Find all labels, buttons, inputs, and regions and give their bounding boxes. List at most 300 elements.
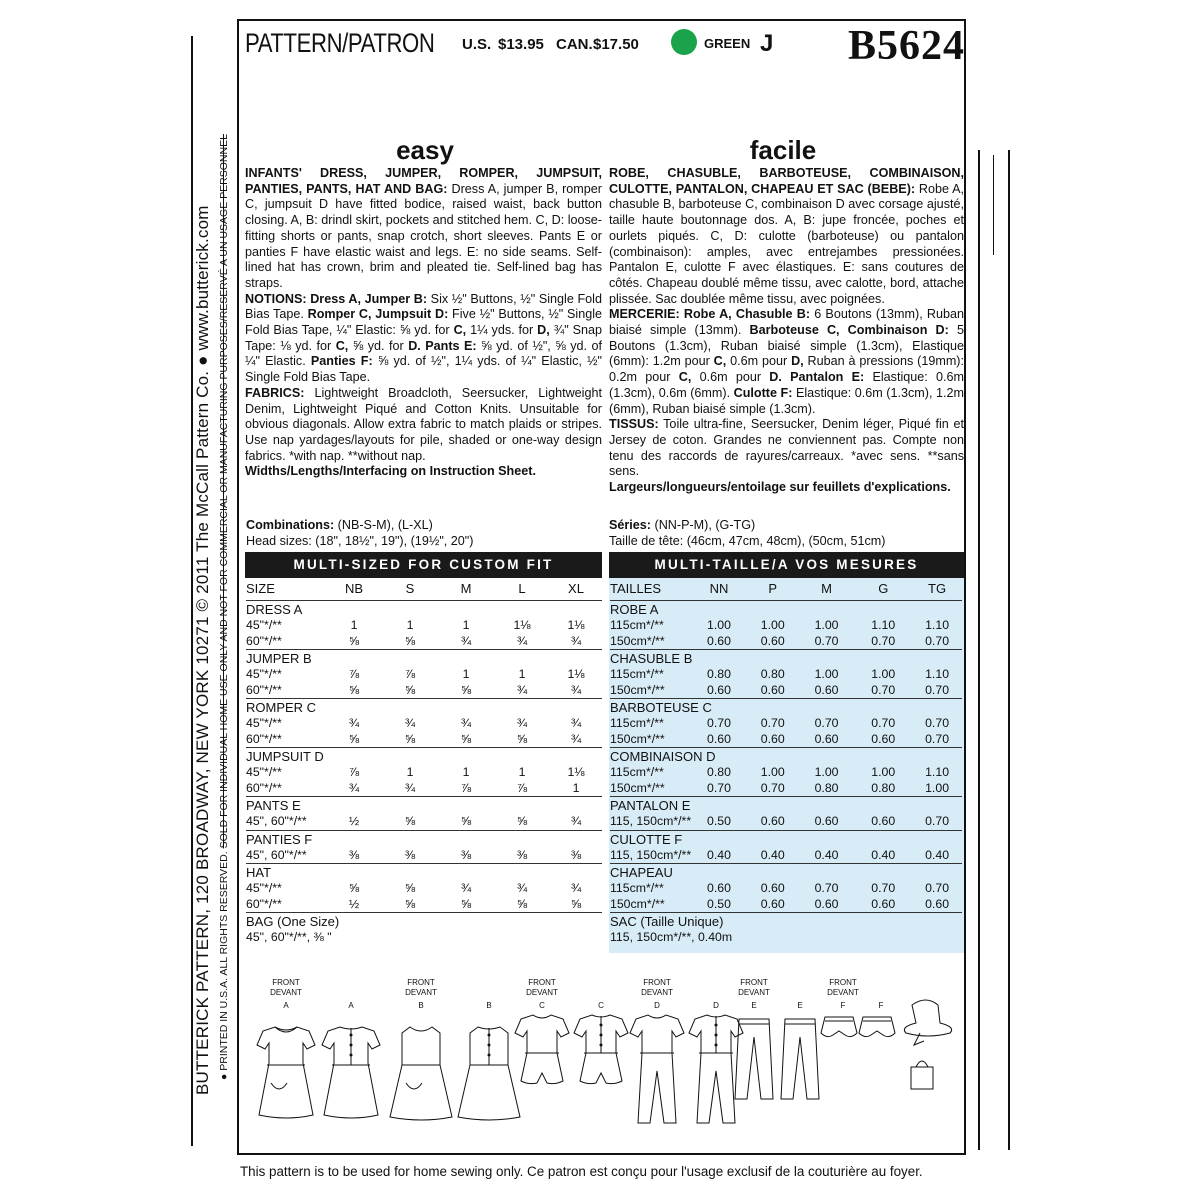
table-cell: 1⅛ [567, 667, 585, 681]
table-cell: ¾ [570, 716, 582, 730]
table-cell: ¾ [516, 716, 528, 730]
table-cell: ¾ [404, 780, 416, 795]
french-title: ROBE, CHASUBLE, BARBOTEUSE, COMBINAISON, CULOTTE, PANTALON, CHAPEAU ET SAC (BEBE): [609, 166, 964, 196]
notions-label: NOTIONS: [245, 291, 307, 306]
panties-f-front-illustration [821, 1017, 857, 1037]
view-letter-label: E [797, 1001, 803, 1010]
copyright-notice-b: SOLD FOR INDIVIDUAL HOME USE ONLY AND NOT FOR COMMERCIAL OR MANUFACTURING PURPOSES/RESERVÉ A UN USAGE PERSONNEL [218, 134, 230, 849]
fr-notions-e-label: Pantalon E: [781, 370, 865, 385]
column-header: P [768, 581, 778, 596]
table-cell: ⅞ [404, 667, 416, 681]
table-cell: ⅝ [404, 814, 416, 828]
group-row [610, 913, 962, 931]
table-cell: 0.40 [760, 847, 785, 862]
row-label: 45"*/** [246, 881, 282, 895]
table-cell: 1.00 [760, 618, 785, 632]
table-cell: ⅝ [348, 881, 360, 895]
table-cell: 0.70 [814, 881, 839, 895]
view-letter-label: F [840, 1001, 846, 1010]
table-row [246, 732, 602, 748]
table-cell: 1 [406, 765, 414, 779]
table-cell: 0.60 [707, 881, 731, 895]
view-letter-label: F [878, 1001, 884, 1010]
table-cell: 0.70 [925, 731, 950, 746]
fr-notions-a-label: Robe A, Chasuble B: [679, 307, 811, 322]
group-row [610, 797, 962, 815]
french-combinations-line [609, 518, 885, 534]
row-label: 45"*/** [246, 716, 282, 730]
row-label: 115, 150cm*/**, 0.40m [610, 930, 733, 944]
combinations-label: Combinations: [246, 518, 335, 532]
devant-label: DEVANT [827, 988, 859, 997]
table-cell: 0.60 [760, 814, 785, 828]
fr-notions-f-label: Culotte F: [730, 385, 793, 400]
table-cell: 0.80 [707, 667, 731, 681]
row-label: 115, 150cm*/** [610, 847, 692, 862]
table-cell: ¾ [348, 716, 360, 730]
group-name: JUMPER B [246, 650, 602, 668]
price-us: $13.95 [498, 36, 544, 53]
price-can-label: CAN. [556, 36, 593, 53]
table-cell: 0.80 [707, 765, 731, 779]
table-cell: 1 [462, 765, 470, 779]
table-cell: 0.70 [925, 814, 950, 828]
row-label: 45"*/** [246, 667, 282, 681]
front-label: FRONT [740, 978, 768, 987]
devant-label: DEVANT [641, 988, 673, 997]
table-cell: ⅜ [348, 847, 360, 862]
jumper-b-front-illustration [390, 1027, 452, 1120]
notions-e-label: Pants E: [420, 338, 477, 353]
english-heading: easy [396, 135, 454, 165]
view-letter-label: B [418, 1001, 424, 1010]
table-cell: ¾ [404, 716, 416, 730]
table-cell: ⅞ [516, 780, 528, 795]
table-cell: 0.50 [707, 814, 731, 828]
group-row [610, 699, 962, 717]
french-desc-text: Robe A, chasuble B, barboteuse C, combinaison D avec corsage ajusté, taille haute boutonnage dos. A, B: jupe froncée, poches et ourlets piqués. C, D: culotte (barboteuse) ou pantalon (combinaison): amples, avec entrejambes pressionées. Pantalon E, culotte F avec élastiques. E: sans coutures de côtés. Chapeau doublé même tissu, avec calotte, bord, attache plissée. Sac doublée même tissu, avec poignées. [609, 181, 965, 306]
table-cell: 1 [350, 618, 358, 632]
table-cell: 0.60 [814, 731, 839, 746]
table-cell: 1 [518, 765, 526, 779]
notions-c-c: C, [453, 323, 467, 338]
table-cell: ¾ [516, 633, 528, 648]
table-cell: 1 [572, 780, 580, 795]
table-cell: 0.70 [814, 633, 839, 648]
table-cell: 0.70 [925, 716, 950, 730]
table-cell: 1⅛ [513, 618, 531, 632]
group-row [246, 748, 602, 766]
notions-c-label: Romper C, Jumpsuit D: [303, 307, 449, 322]
notions-c: Five ½" Buttons, ½" Single Fold Bias Tape, ¼" Elastic: ⅝ yd. for [245, 307, 603, 338]
fr-notions-a: 6 Boutons (13mm), Ruban biaisé simple (13mm). [609, 307, 964, 338]
row-label: 150cm*/** [610, 682, 665, 697]
column-header: TAILLES [610, 581, 662, 596]
table-cell: 0.80 [814, 780, 839, 795]
table-header-row [246, 578, 602, 601]
row-label: 60"*/** [246, 896, 282, 911]
table-cell: 1.00 [760, 765, 785, 779]
table-row [246, 881, 602, 897]
garment-illustrations [245, 975, 960, 1145]
combinations-value: (NB-S-M), (L-XL) [334, 518, 433, 532]
table-cell: ¾ [460, 881, 472, 895]
row-label: 150cm*/** [610, 731, 665, 746]
group-row [246, 864, 602, 882]
group-row [246, 699, 602, 717]
table-cell: 0.60 [707, 731, 731, 746]
french-heading: facile [749, 135, 817, 165]
table-row [610, 634, 962, 650]
group-name: HAT [246, 864, 602, 882]
table-cell: 0.60 [707, 633, 731, 648]
notions-f: ⅝ yd. of ½", 1¼ yds. of ¼" Elastic, ½" Single Fold Bias Tape. [245, 354, 602, 385]
table-row [610, 732, 962, 748]
french-head-sizes: Taille de tête: (46cm, 47cm, 48cm), (50cm, 51cm) [609, 533, 886, 548]
table-cell: ⅜ [516, 847, 528, 862]
table-cell: ⅞ [460, 780, 472, 795]
table-cell: 0.70 [925, 633, 950, 648]
table-cell: ⅜ [460, 847, 472, 862]
dress-a-front-illustration [257, 1027, 315, 1118]
color-name: GREEN [704, 36, 751, 51]
english-widths: Widths/Lengths/Interfacing on Instruction Sheet. [245, 464, 536, 479]
view-letter-label: D [713, 1001, 719, 1010]
table-cell: 0.60 [760, 682, 785, 697]
row-label: 115cm*/** [610, 881, 664, 895]
price-us-label: U.S. [462, 36, 492, 53]
table-cell: 1 [518, 667, 526, 681]
table-cell: 0.70 [707, 780, 731, 795]
table-row [246, 781, 602, 797]
group-row [610, 864, 962, 882]
dress-a-back-illustration [322, 1027, 380, 1118]
table-cell: 0.80 [760, 667, 785, 681]
table-cell: 0.70 [871, 881, 896, 895]
pattern-label: PATTERN/PATRON [245, 28, 435, 58]
table-cell: 0.60 [760, 731, 785, 746]
table-cell: ¾ [570, 731, 582, 746]
table-cell: ⅝ [516, 814, 528, 828]
group-name: PANTIES F [246, 830, 602, 848]
group-row [246, 797, 602, 815]
row-label: 45", 60"*/**, ⅜ " [246, 930, 332, 944]
table-cell: 0.60 [871, 731, 896, 746]
column-header: M [460, 581, 472, 596]
fr-notions-c-d2: D. [769, 370, 782, 385]
group-name: ROBE A [610, 601, 962, 619]
row-label: 45"*/** [246, 765, 282, 779]
column-header: NB [344, 581, 364, 596]
table-cell: ⅝ [348, 682, 360, 697]
table-cell: 0.60 [871, 896, 896, 911]
column-header: S [405, 581, 415, 596]
group-row [246, 913, 602, 931]
row-label: 45", 60"*/** [246, 847, 307, 862]
table-header-row [610, 578, 962, 601]
table-cell: 0.60 [707, 682, 731, 697]
table-row [610, 814, 962, 830]
table-cell: ⅝ [516, 896, 528, 911]
fabrics-label: FABRICS: [245, 385, 305, 400]
notions-a-label: Dress A, Jumper B: [306, 291, 428, 306]
table-cell: ¾ [570, 633, 582, 648]
row-label: 150cm*/** [610, 633, 665, 648]
table-cell: 1 [406, 618, 414, 632]
table-cell: ½ [348, 814, 360, 828]
grade-letter: J [760, 30, 774, 57]
column-header: TG [928, 581, 947, 596]
table-cell: 1.00 [871, 765, 896, 779]
table-cell: 0.60 [760, 633, 785, 648]
notions-c4: ⅝ yd. for [348, 338, 409, 353]
group-name: CHAPEAU [610, 864, 962, 882]
group-row [610, 601, 962, 619]
notions-c-d: D, [537, 323, 550, 338]
fr-notions-c3: Ruban à pressions (19mm): 0.2m pour [609, 354, 964, 385]
panties-f-back-illustration [859, 1017, 895, 1037]
english-table-title: MULTI-SIZED FOR CUSTOM FIT [245, 552, 602, 578]
table-cell: 1⅛ [567, 765, 585, 779]
column-header: SIZE [246, 581, 275, 596]
english-combinations [246, 518, 473, 550]
copyright-notice-a: ● PRINTED IN U.S.A. ALL RIGHTS RESERVED. [218, 851, 230, 1080]
table-row [610, 667, 962, 683]
romper-c-front-illustration [515, 1015, 569, 1084]
row-label: 60"*/** [246, 780, 282, 795]
fr-notions-f: Elastique: 0.6m (1.3cm), 1.2m (6mm), Ruban biaisé simple (1.3cm). [609, 385, 964, 416]
side-rule-right-2 [1008, 150, 1010, 1150]
view-letter-label: C [539, 1001, 545, 1010]
table-cell: ⅝ [404, 633, 416, 648]
view-letter-label: D [654, 1001, 660, 1010]
jumper-b-back-illustration [458, 1027, 520, 1120]
table-row [246, 634, 602, 650]
table-cell: ¾ [516, 682, 528, 697]
table-cell: 1.10 [871, 618, 896, 632]
table-cell: ⅜ [404, 847, 416, 862]
devant-label: DEVANT [270, 988, 302, 997]
table-row [246, 667, 602, 683]
group-name: SAC (Taille Unique) [610, 913, 962, 931]
table-cell: ⅝ [516, 731, 528, 746]
table-cell: 1.00 [707, 618, 731, 632]
row-label: 115cm*/** [610, 716, 664, 730]
table-row [246, 716, 602, 732]
jumpsuit-d-back-illustration [689, 1015, 743, 1123]
table-row [610, 683, 962, 699]
french-paragraph-notions [609, 307, 964, 417]
front-label: FRONT [528, 978, 556, 987]
table-cell: 0.70 [871, 682, 896, 697]
group-name: JUMPSUIT D [246, 748, 602, 766]
table-cell: 0.40 [707, 847, 731, 862]
column-header: M [821, 581, 832, 596]
fr-notions-c-d: D, [791, 354, 804, 369]
table-row [246, 848, 602, 864]
table-cell: 1.00 [814, 618, 839, 632]
table-row [246, 930, 602, 946]
table-cell: 1 [462, 667, 470, 681]
group-name: PANTS E [246, 797, 602, 815]
table-cell: ⅜ [570, 847, 582, 862]
fr-notions-c4: 0.6m pour [691, 370, 770, 385]
fr-fabrics-label: TISSUS: [609, 417, 659, 432]
front-label: FRONT [643, 978, 671, 987]
fr-notions-c-c2: C, [678, 370, 692, 385]
notions-e: ⅝ yd. of ½", ⅝ yd. of ¼" Elastic. [245, 338, 603, 369]
table-cell: 0.80 [871, 780, 896, 795]
table-cell: ⅝ [460, 896, 472, 911]
table-cell: ⅞ [348, 765, 360, 779]
table-cell: ½ [348, 896, 360, 911]
table-cell: ¾ [516, 881, 528, 895]
table-row [610, 781, 962, 797]
group-row [246, 601, 602, 619]
row-label: 115cm*/** [610, 667, 664, 681]
french-combinations [609, 518, 885, 550]
row-label: 115cm*/** [610, 618, 664, 632]
side-rule-right-3 [993, 155, 994, 255]
french-description [609, 166, 964, 496]
row-label: 115, 150cm*/** [610, 814, 692, 828]
french-yardage-table [610, 578, 962, 946]
publisher-address: BUTTERICK PATTERN, 120 BROADWAY, NEW YORK 10271 © 2011 The McCall Pattern Co. ● www.butterick.com [193, 205, 212, 1095]
view-letter-label: B [486, 1001, 492, 1010]
table-row [246, 618, 602, 634]
table-cell: 0.60 [871, 814, 896, 828]
english-paragraph-notions [245, 292, 602, 386]
table-row [610, 618, 962, 634]
english-head-sizes: Head sizes: (18", 18½", 19"), (19½", 20") [246, 533, 474, 548]
pants-e-front-illustration [735, 1019, 773, 1099]
table-cell: 0.50 [707, 896, 731, 911]
table-cell: ¾ [460, 633, 472, 648]
group-name: CHASUBLE B [610, 650, 962, 668]
notions-a: Six ½" Buttons, ½" Single Fold Bias Tape. [245, 291, 602, 322]
table-row [610, 897, 962, 913]
fr-combinations-value: (NN-P-M), (G-TG) [651, 518, 756, 532]
table-cell: 0.40 [871, 847, 896, 862]
group-name: COMBINAISON D [610, 748, 962, 766]
table-cell: ¾ [570, 881, 582, 895]
group-name: CULOTTE F [610, 830, 962, 848]
french-paragraph-description [609, 166, 964, 307]
view-letter-label: E [751, 1001, 757, 1010]
table-cell: ⅝ [404, 881, 416, 895]
group-name: BARBOTEUSE C [610, 699, 962, 717]
fr-notions-c-label: Barboteuse C, Combinaison D: [741, 323, 949, 338]
french-widths: Largeurs/longueurs/entoilage sur feuillets d'explications. [609, 480, 951, 495]
table-cell: 0.60 [760, 881, 785, 895]
fabrics-text: Lightweight Broadcloth, Seersucker, Lightweight Denim, Lightweight Piqué and Cotton Knits. Unsuitable for obvious diagonals. Allow extra fabric to match plaids or stripes. Use nap yardages/layouts for pile, shaded or one-way design fabrics. *with nap. **without nap. [245, 385, 602, 463]
table-cell: 1.00 [871, 667, 896, 681]
table-cell: 0.70 [925, 682, 950, 697]
group-name: PANTALON E [610, 797, 962, 815]
table-cell: 0.60 [925, 896, 950, 911]
view-letter-label: C [598, 1001, 604, 1010]
english-desc-text: Dress A, jumper B, romper C, jumpsuit D have fitted bodice, raised waist, back button closing. A, B: drindl skirt, pockets and stitched hem. C, D: loose-fitting shorts or pants, snap crotch, short sleeves. Pants E or panties F have elastic waist and legs. E: no side seams. Self-lined hat has crown, brim and pleated tie. Self-lined bag has straps. [245, 181, 602, 290]
row-label: 60"*/** [246, 682, 282, 697]
table-cell: ¾ [460, 716, 472, 730]
group-row [610, 830, 962, 848]
devant-label: DEVANT [738, 988, 770, 997]
pattern-number: B5624 [848, 23, 966, 69]
table-cell: 0.40 [925, 847, 950, 862]
table-row [610, 930, 962, 946]
table-cell: 0.60 [814, 682, 839, 697]
english-paragraph-description [245, 166, 602, 292]
fr-notions-c2: 0.6m pour [726, 354, 792, 369]
column-header: G [878, 581, 889, 596]
table-cell: ⅝ [460, 731, 472, 746]
table-cell: 1.00 [814, 667, 839, 681]
fr-notions-e: Elastique: 0.6m (1.3cm), 0.6m (6mm). [609, 370, 965, 400]
side-rule-right-1 [978, 150, 980, 1150]
copyright-notice [218, 134, 230, 1080]
table-row [610, 716, 962, 732]
english-yardage-table [246, 578, 602, 946]
french-paragraph-fabrics [609, 417, 964, 480]
table-cell: 0.70 [707, 716, 731, 730]
table-row [610, 848, 962, 864]
notions-c-d2: D. [408, 338, 421, 353]
group-row [610, 650, 962, 668]
row-label: 60"*/** [246, 731, 282, 746]
row-label: 150cm*/** [610, 780, 665, 795]
table-cell: ⅝ [460, 682, 472, 697]
table-cell: 0.70 [871, 633, 896, 648]
table-cell: 0.60 [760, 896, 785, 911]
table-cell: ⅝ [460, 814, 472, 828]
view-letter-label: A [348, 1001, 354, 1010]
column-header: XL [568, 581, 584, 596]
notions-f-label: Panties F: [305, 354, 373, 369]
row-label: 150cm*/** [610, 896, 665, 911]
table-cell: 0.70 [925, 881, 950, 895]
table-cell: 1.00 [925, 780, 950, 795]
table-cell: ¾ [570, 814, 582, 828]
illustration-labels [270, 978, 883, 1010]
table-cell: 0.70 [814, 716, 839, 730]
table-cell: 0.70 [760, 780, 785, 795]
table-cell: ⅝ [404, 682, 416, 697]
french-table-title: MULTI-TAILLE/A VOS MESURES [609, 552, 964, 578]
table-cell: 1.00 [814, 765, 839, 779]
table-cell: 0.70 [871, 716, 896, 730]
english-description [245, 166, 602, 480]
english-combinations-line [246, 518, 473, 534]
english-title: INFANTS' DRESS, JUMPER, ROMPER, JUMPSUIT, PANTIES, PANTS, HAT AND BAG: [245, 166, 602, 196]
front-label: FRONT [829, 978, 857, 987]
fr-combinations-label: Séries: [609, 518, 652, 532]
row-label: 60"*/** [246, 633, 282, 648]
column-header: L [518, 581, 526, 596]
romper-c-back-illustration [574, 1015, 628, 1084]
notions-c2: 1¼ yds. for [466, 323, 538, 338]
fr-notions-label: MERCERIE: [609, 307, 680, 322]
devant-label: DEVANT [526, 988, 558, 997]
table-row [610, 765, 962, 781]
fr-notions-c: 5 Boutons (1.3cm), Ruban biaisé simple (1.3cm), Elastique (6mm): 1.2m pour [609, 323, 964, 369]
table-cell: 0.60 [814, 814, 839, 828]
table-row [246, 765, 602, 781]
table-cell: 1⅛ [567, 618, 585, 632]
table-cell: 0.60 [814, 896, 839, 911]
table-cell: 1.10 [925, 618, 950, 632]
table-row [246, 683, 602, 699]
table-cell: ⅝ [348, 633, 360, 648]
